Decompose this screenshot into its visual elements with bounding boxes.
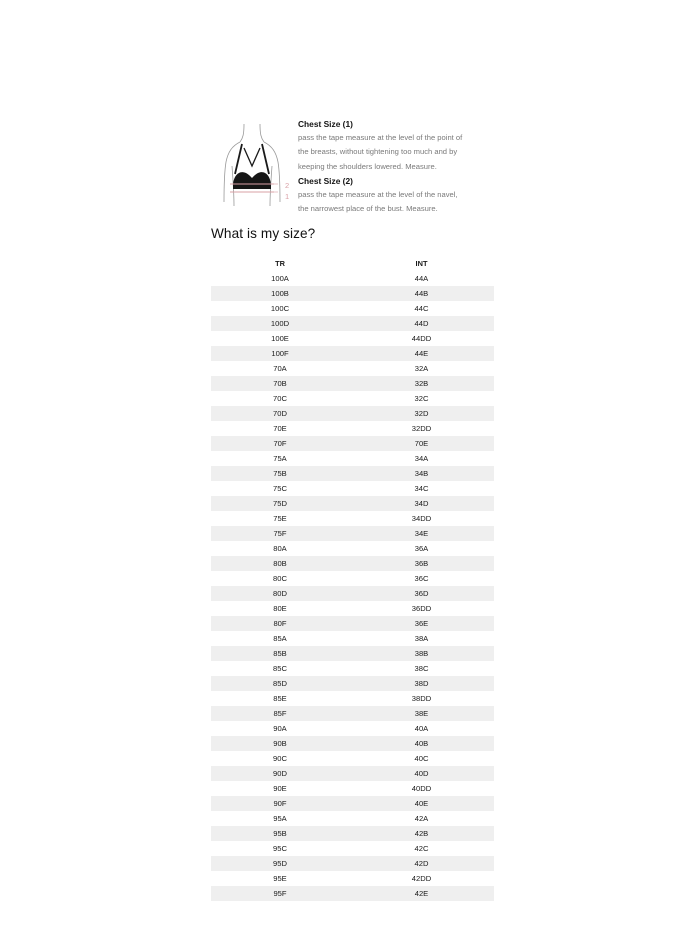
table-row bbox=[211, 511, 494, 526]
table-row bbox=[211, 586, 494, 601]
table-row bbox=[211, 451, 494, 466]
table-row bbox=[211, 691, 494, 706]
table-row bbox=[211, 601, 494, 616]
table-row bbox=[211, 271, 494, 286]
torso-illustration bbox=[218, 122, 294, 212]
int-size-cell: 42D bbox=[349, 856, 494, 871]
table-row bbox=[211, 646, 494, 661]
marker-1-label: 1 bbox=[285, 192, 290, 201]
table-row bbox=[211, 541, 494, 556]
int-size-cell: 42DD bbox=[411, 874, 432, 883]
table-row bbox=[211, 406, 494, 421]
chest-size-2-block bbox=[298, 175, 508, 217]
int-size-cell: 36A bbox=[414, 544, 429, 553]
int-size-cell: 40B bbox=[349, 736, 494, 751]
tr-size-cell: 95C bbox=[273, 844, 287, 853]
bra-measure-icon bbox=[218, 122, 294, 212]
table-row bbox=[211, 871, 494, 886]
table-row bbox=[211, 706, 494, 721]
table-row bbox=[211, 526, 494, 541]
tr-size-cell: 75B bbox=[211, 466, 349, 481]
tr-size-cell: 75C bbox=[273, 484, 287, 493]
table-row bbox=[211, 346, 494, 361]
description-line: the narrowest place of the bust. Measure. bbox=[298, 204, 438, 214]
int-size-cell: 44E bbox=[349, 346, 494, 361]
int-size-cell: 36D bbox=[349, 586, 494, 601]
table-row bbox=[211, 466, 494, 481]
table-row bbox=[211, 751, 494, 766]
int-size-cell: 38B bbox=[349, 646, 494, 661]
description-line: pass the tape measure at the level of the point of bbox=[298, 133, 463, 142]
tr-size-cell: 85E bbox=[273, 694, 287, 703]
table-row bbox=[211, 571, 494, 586]
tr-size-cell: 80C bbox=[273, 574, 287, 583]
tr-size-cell: 70C bbox=[273, 394, 287, 403]
chest-size-1-title: Chest Size (1) bbox=[298, 119, 353, 129]
int-size-cell: 32C bbox=[414, 394, 429, 403]
chest-size-1-description bbox=[298, 131, 508, 174]
tr-size-cell: 70A bbox=[273, 364, 287, 373]
table-row bbox=[211, 766, 494, 781]
description-line: keeping the shoulders lowered. Measure. bbox=[298, 161, 437, 171]
table-row bbox=[211, 721, 494, 736]
tr-size-cell: 85D bbox=[211, 676, 349, 691]
tr-size-cell: 80B bbox=[211, 556, 349, 571]
table-row bbox=[211, 841, 494, 856]
int-size-cell: 42A bbox=[414, 814, 429, 823]
size-conversion-table bbox=[211, 256, 494, 901]
tr-size-cell: 100D bbox=[211, 316, 349, 331]
int-size-cell: 40DD bbox=[411, 784, 432, 793]
column-header-tr: TR bbox=[275, 259, 285, 268]
table-row bbox=[211, 361, 494, 376]
table-row bbox=[211, 376, 494, 391]
int-size-cell: 32DD bbox=[411, 424, 432, 433]
int-size-cell: 38D bbox=[349, 676, 494, 691]
int-size-cell: 42B bbox=[349, 826, 494, 841]
tr-size-cell: 100A bbox=[271, 274, 289, 283]
int-size-cell: 40E bbox=[349, 796, 494, 811]
tr-size-cell: 100B bbox=[211, 286, 349, 301]
table-row bbox=[211, 826, 494, 841]
tr-size-cell: 75D bbox=[211, 496, 349, 511]
int-size-cell: 32A bbox=[414, 364, 429, 373]
tr-size-cell: 70D bbox=[211, 406, 349, 421]
tr-size-cell: 70E bbox=[273, 424, 287, 433]
int-size-cell: 36B bbox=[349, 556, 494, 571]
tr-size-cell: 95E bbox=[273, 874, 287, 883]
tr-size-cell: 95B bbox=[211, 826, 349, 841]
tr-size-cell: 85F bbox=[211, 706, 349, 721]
column-header-int: INT bbox=[415, 259, 428, 268]
table-row bbox=[211, 481, 494, 496]
chest-size-2-description bbox=[298, 188, 508, 217]
tr-size-cell: 100E bbox=[271, 334, 289, 343]
table-row bbox=[211, 496, 494, 511]
int-size-cell: 34B bbox=[349, 466, 494, 481]
table-row bbox=[211, 676, 494, 691]
tr-size-cell: 85C bbox=[273, 664, 287, 673]
table-row bbox=[211, 391, 494, 406]
tr-size-cell: 90E bbox=[273, 784, 287, 793]
tr-size-cell: 85A bbox=[273, 634, 287, 643]
int-size-cell: 36C bbox=[414, 574, 429, 583]
int-size-cell: 32B bbox=[349, 376, 494, 391]
tr-size-cell: 80A bbox=[273, 544, 287, 553]
marker-2-label: 2 bbox=[285, 181, 290, 190]
int-size-cell: 34D bbox=[349, 496, 494, 511]
tr-size-cell: 85B bbox=[211, 646, 349, 661]
table-row bbox=[211, 631, 494, 646]
int-size-cell: 34DD bbox=[411, 514, 432, 523]
int-size-cell: 38E bbox=[349, 706, 494, 721]
tr-size-cell: 95F bbox=[211, 886, 349, 901]
tr-size-cell: 90D bbox=[211, 766, 349, 781]
int-size-cell: 34C bbox=[414, 484, 429, 493]
tr-size-cell: 80F bbox=[211, 616, 349, 631]
tr-size-cell: 75F bbox=[211, 526, 349, 541]
chest-size-1-block bbox=[298, 118, 508, 174]
table-row bbox=[211, 661, 494, 676]
table-row bbox=[211, 301, 494, 316]
int-size-cell: 42C bbox=[414, 844, 429, 853]
int-size-cell: 44DD bbox=[411, 334, 432, 343]
tr-size-cell: 100C bbox=[270, 304, 290, 313]
table-row bbox=[211, 436, 494, 451]
tr-size-cell: 95A bbox=[273, 814, 287, 823]
int-size-cell: 40D bbox=[349, 766, 494, 781]
int-size-cell: 32D bbox=[349, 406, 494, 421]
int-size-cell: 44C bbox=[414, 304, 429, 313]
tr-size-cell: 90F bbox=[211, 796, 349, 811]
int-size-cell: 44D bbox=[349, 316, 494, 331]
tr-size-cell: 95D bbox=[211, 856, 349, 871]
int-size-cell: 42E bbox=[349, 886, 494, 901]
int-size-cell: 38C bbox=[414, 664, 429, 673]
int-size-cell: 36DD bbox=[411, 604, 432, 613]
table-row bbox=[211, 556, 494, 571]
table-row bbox=[211, 781, 494, 796]
tr-size-cell: 80D bbox=[211, 586, 349, 601]
description-line: the breasts, without tightening too much and by bbox=[298, 147, 458, 157]
tr-size-cell: 75A bbox=[273, 454, 287, 463]
chest-size-2-title: Chest Size (2) bbox=[298, 176, 353, 186]
int-size-cell: 34A bbox=[414, 454, 429, 463]
table-row bbox=[211, 286, 494, 301]
int-size-cell: 40A bbox=[414, 724, 429, 733]
table-row bbox=[211, 421, 494, 436]
int-size-cell: 36E bbox=[349, 616, 494, 631]
tr-size-cell: 70F bbox=[211, 436, 349, 451]
table-row bbox=[211, 856, 494, 871]
int-size-cell: 38DD bbox=[411, 694, 432, 703]
tr-size-cell: 100F bbox=[211, 346, 349, 361]
table-header-row bbox=[211, 256, 494, 271]
table-row bbox=[211, 616, 494, 631]
size-guide-heading: What is my size? bbox=[211, 226, 316, 241]
int-size-cell: 40C bbox=[414, 754, 429, 763]
tr-size-cell: 90B bbox=[211, 736, 349, 751]
size-table-body bbox=[211, 271, 494, 901]
table-row bbox=[211, 736, 494, 751]
tr-size-cell: 70B bbox=[211, 376, 349, 391]
table-row bbox=[211, 316, 494, 331]
tr-size-cell: 90C bbox=[273, 754, 287, 763]
tr-size-cell: 80E bbox=[273, 604, 287, 613]
table-row bbox=[211, 796, 494, 811]
tr-size-cell: 75E bbox=[273, 514, 287, 523]
tr-size-cell: 90A bbox=[273, 724, 287, 733]
int-size-cell: 70E bbox=[349, 436, 494, 451]
table-row bbox=[211, 331, 494, 346]
table-row bbox=[211, 886, 494, 901]
int-size-cell: 44A bbox=[414, 274, 429, 283]
int-size-cell: 44B bbox=[349, 286, 494, 301]
table-row bbox=[211, 811, 494, 826]
int-size-cell: 34E bbox=[349, 526, 494, 541]
description-line: pass the tape measure at the level of the navel, bbox=[298, 190, 458, 199]
int-size-cell: 38A bbox=[414, 634, 429, 643]
